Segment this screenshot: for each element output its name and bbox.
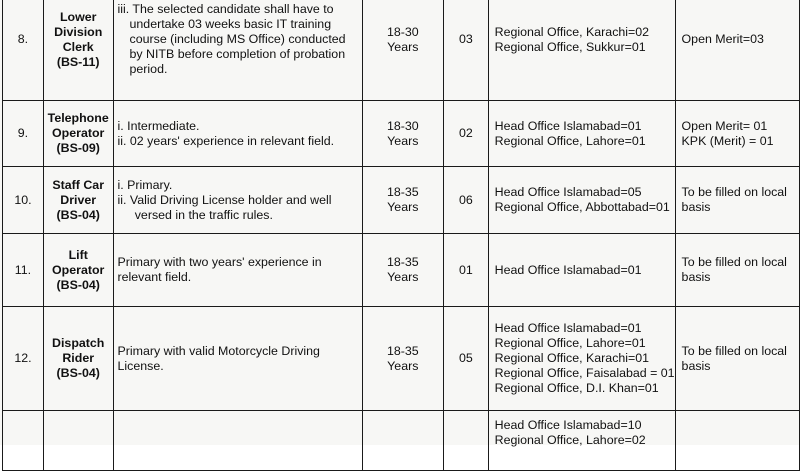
post-name: Lift Operator (BS-04): [43, 234, 113, 307]
age-limit: 18-35 Years: [362, 307, 444, 411]
office-distribution: Head Office Islamabad=01 Regional Office, Lahore=01 Regional Office, Karachi=01 Regional Office, Faisalabad = 01 Regional Office, D.I. Khan=01: [488, 307, 675, 411]
number-of-posts: 06: [444, 167, 489, 234]
qualification: [113, 411, 362, 471]
office-distribution: Head Office Islamabad=01 Regional Office, Lahore=01: [488, 101, 675, 167]
serial-number: [3, 411, 44, 471]
number-of-posts: [444, 411, 489, 471]
vacancy-table: [2, 0, 800, 471]
quota: Open Merit= 01 KPK (Merit) = 01: [675, 101, 799, 167]
qualification: i. Intermediate. ii. 02 years' experience in relevant field.: [113, 101, 362, 167]
quota: To be filled on local basis: [675, 234, 799, 307]
table-row: [3, 167, 800, 234]
quota: [675, 411, 799, 471]
table-row: [3, 411, 800, 471]
qualification: Primary with two years' experience in relevant field.: [113, 234, 362, 307]
serial-number: 8.: [3, 0, 44, 101]
number-of-posts: 05: [444, 307, 489, 411]
number-of-posts: 01: [444, 234, 489, 307]
table-row: [3, 0, 800, 101]
serial-number: 9.: [3, 101, 44, 167]
post-name: [43, 411, 113, 471]
table-row: [3, 234, 800, 307]
serial-number: 11.: [3, 234, 44, 307]
age-limit: 18-35 Years: [362, 167, 444, 234]
table-row: [3, 307, 800, 411]
table-row: [3, 101, 800, 167]
number-of-posts: 02: [444, 101, 489, 167]
post-name: Lower Division Clerk (BS-11): [43, 0, 113, 101]
serial-number: 10.: [3, 167, 44, 234]
quota: To be filled on local basis: [675, 307, 799, 411]
age-limit: 18-30 Years: [362, 101, 444, 167]
qualification: Primary with valid Motorcycle Driving License.: [113, 307, 362, 411]
quota: To be filled on local basis: [675, 167, 799, 234]
age-limit: 18-30 Years: [362, 0, 444, 101]
post-name: Telephone Operator (BS-09): [43, 101, 113, 167]
office-distribution: Head Office Islamabad=01: [488, 234, 675, 307]
post-name: Dispatch Rider (BS-04): [43, 307, 113, 411]
age-limit: 18-35 Years: [362, 234, 444, 307]
number-of-posts: 03: [444, 0, 489, 101]
office-distribution: Regional Office, Karachi=02 Regional Office, Sukkur=01: [488, 0, 675, 101]
serial-number: 12.: [3, 307, 44, 411]
qualification: iii. The selected candidate shall have to undertake 03 weeks basic IT training course (including MS Office) conducted by NITB before completion of probation period.: [113, 0, 362, 101]
office-distribution: Head Office Islamabad=05 Regional Office, Abbottabad=01: [488, 167, 675, 234]
age-limit: [362, 411, 444, 471]
office-distribution: Head Office Islamabad=10 Regional Office, Lahore=02: [488, 411, 675, 471]
post-name: Staff Car Driver (BS-04): [43, 167, 113, 234]
quota: Open Merit=03: [675, 0, 799, 101]
qualification: i. Primary. ii. Valid Driving License holder and well versed in the traffic rules.: [113, 167, 362, 234]
